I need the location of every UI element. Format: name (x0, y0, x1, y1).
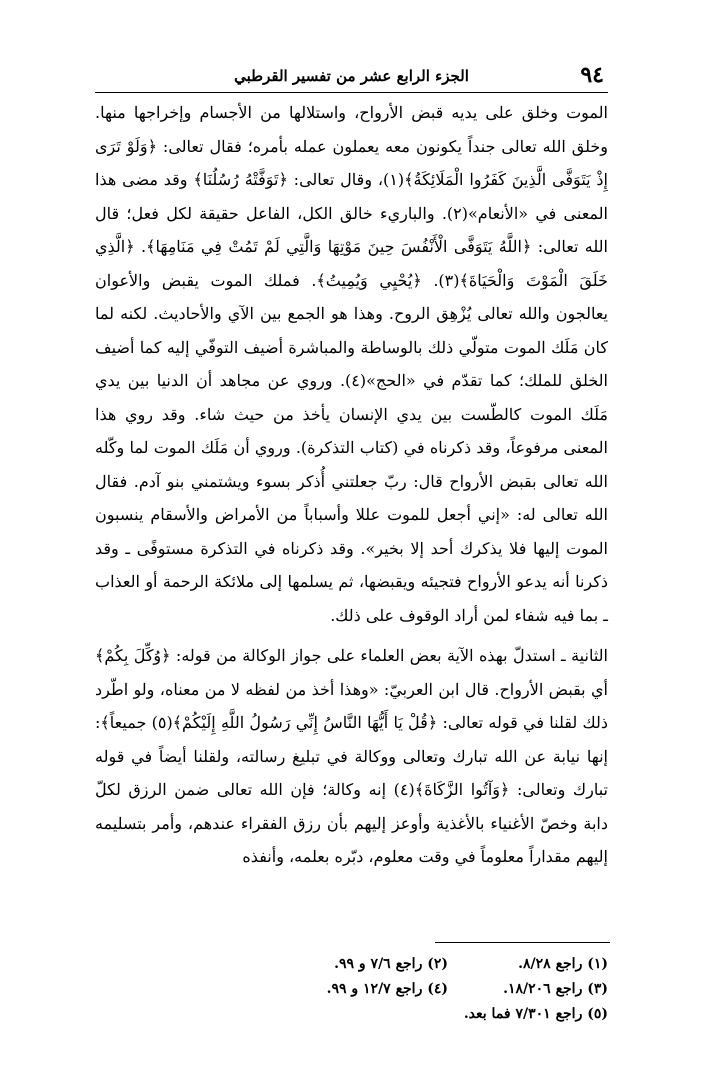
running-title: الجزء الرابع عشر من تفسير القرطبي (234, 67, 469, 85)
footnote-row (288, 977, 608, 1002)
footnote: (٣) راجع ١٨/٢٠٦. (503, 981, 608, 997)
page-number: ٩٤ (580, 62, 604, 88)
body-text (95, 96, 608, 874)
footnote: (٢) راجع ٧/٦ و ٩٩. (334, 956, 448, 972)
footnote-row (288, 952, 608, 977)
footnote-row (288, 1002, 608, 1027)
footnote: (٥) راجع ٧/٣٠١ فما بعد. (463, 1006, 608, 1022)
footnotes (288, 952, 608, 1027)
page-header (95, 60, 608, 93)
paragraph: الثانية ـ استدلّ بهذه الآية بعض العلماء على جواز الوكالة من قوله: ﴿وُكِّلَ بِكُمْ﴾ أي بقبض الأرواح. قال ابن العربيّ: «وهذا أخذ من لفظه لا من معناه، ولو اطّرد ذلك لقلنا في قوله تعالى: ﴿قُلْ يَا أَيُّهَا النَّاسُ إِنِّي رَسُولُ اللَّهِ إِلَيْكُمْ﴾(٥) جميعاً﴾: إنها نيابة عن الله تبارك وتعالى ووكالة في تبليغ رسالته، ولقلنا أيضاً في قوله تبارك وتعالى: ﴿وَآتُوا الزَّكَاةَ﴾(٤) إنه وكالة؛ فإن الله تعالى ضمن الرزق لكلّ دابة وخصّ الأغنياء بالأغذية وأوعز إليهم بأن رزق الفقراء عندهم، وأمر بتسليمه إليهم مقداراً معلوماً في وقت معلوم، دبّره بعلمه، وأنفذه (95, 646, 609, 866)
footnote-divider (435, 942, 610, 943)
footnote: (١) راجع ٨/٢٨. (518, 956, 608, 972)
paragraph: الموت وخلق على يديه قبض الأرواح، واستلالها من الأجسام وإخراجها منها. وخلق الله تعالى جنداً يكونون معه يعملون عمله بأمره؛ فقال تعالى: ﴿وَلَوْ تَرَى إِذْ يَتَوَفَّى الَّذِينَ كَفَرُوا الْمَلَائِكَةُ﴾(١)، وقال تعالى: ﴿تَوَفَّتْهُ رُسُلُنَا﴾ وقد مضى هذا المعنى في «الأنعام»(٢). والباريء خالق الكل، الفاعل حقيقة لكل فعل؛ قال الله تعالى: ﴿اللَّهُ يَتَوَفَّى الْأَنْفُسَ حِينَ مَوْتِهَا وَالَّتِي لَمْ تَمُتْ فِي مَنَامِهَا﴾. ﴿الَّذِي خَلَقَ الْمَوْتَ وَالْحَيَاةَ﴾(٣). ﴿يُحْيِي وَيُمِيتُ﴾. فملك الموت يقبض والأعوان يعالجون والله تعالى يُزْهِق الروح. وهذا هو الجمع بين الآي والأحاديث. لكنه لما كان مَلَك الموت متولّي ذلك بالوساطة والمباشرة أضيف التوفّي إليه كما أضيف الخلق للملك؛ كما تقدّم في «الحج»(٤). وروي عن مجاهد أن الدنيا بين يدي مَلَك الموت كالطّست بين يدي الإنسان يأخذ من حيث شاء. وقد روي هذا المعنى مرفوعاً، وقد ذكرناه في (كتاب التذكرة). وروي أن مَلَك الموت لما وكّله الله تعالى بقبض الأرواح قال: ربّ جعلتني أُذكر بسوء ويشتمني بنو آدم. فقال الله تعالى له: «إني أجعل للموت عللا وأسباباً من الأمراض والأسقام ينسبون الموت إليها فلا يذكرك أحد إلا بخير». وقد ذكرناه في التذكرة مستوفًى ـ وقد ذكرنا أنه يدعو الأرواح فتجيئه ويقبضها، ثم يسلمها إلى ملائكة الرحمة أو العذاب ـ بما فيه شفاء لمن أراد الوقوف على ذلك. (95, 103, 609, 625)
footnote: (٤) راجع ١٢/٧ و ٩٩. (326, 981, 448, 997)
